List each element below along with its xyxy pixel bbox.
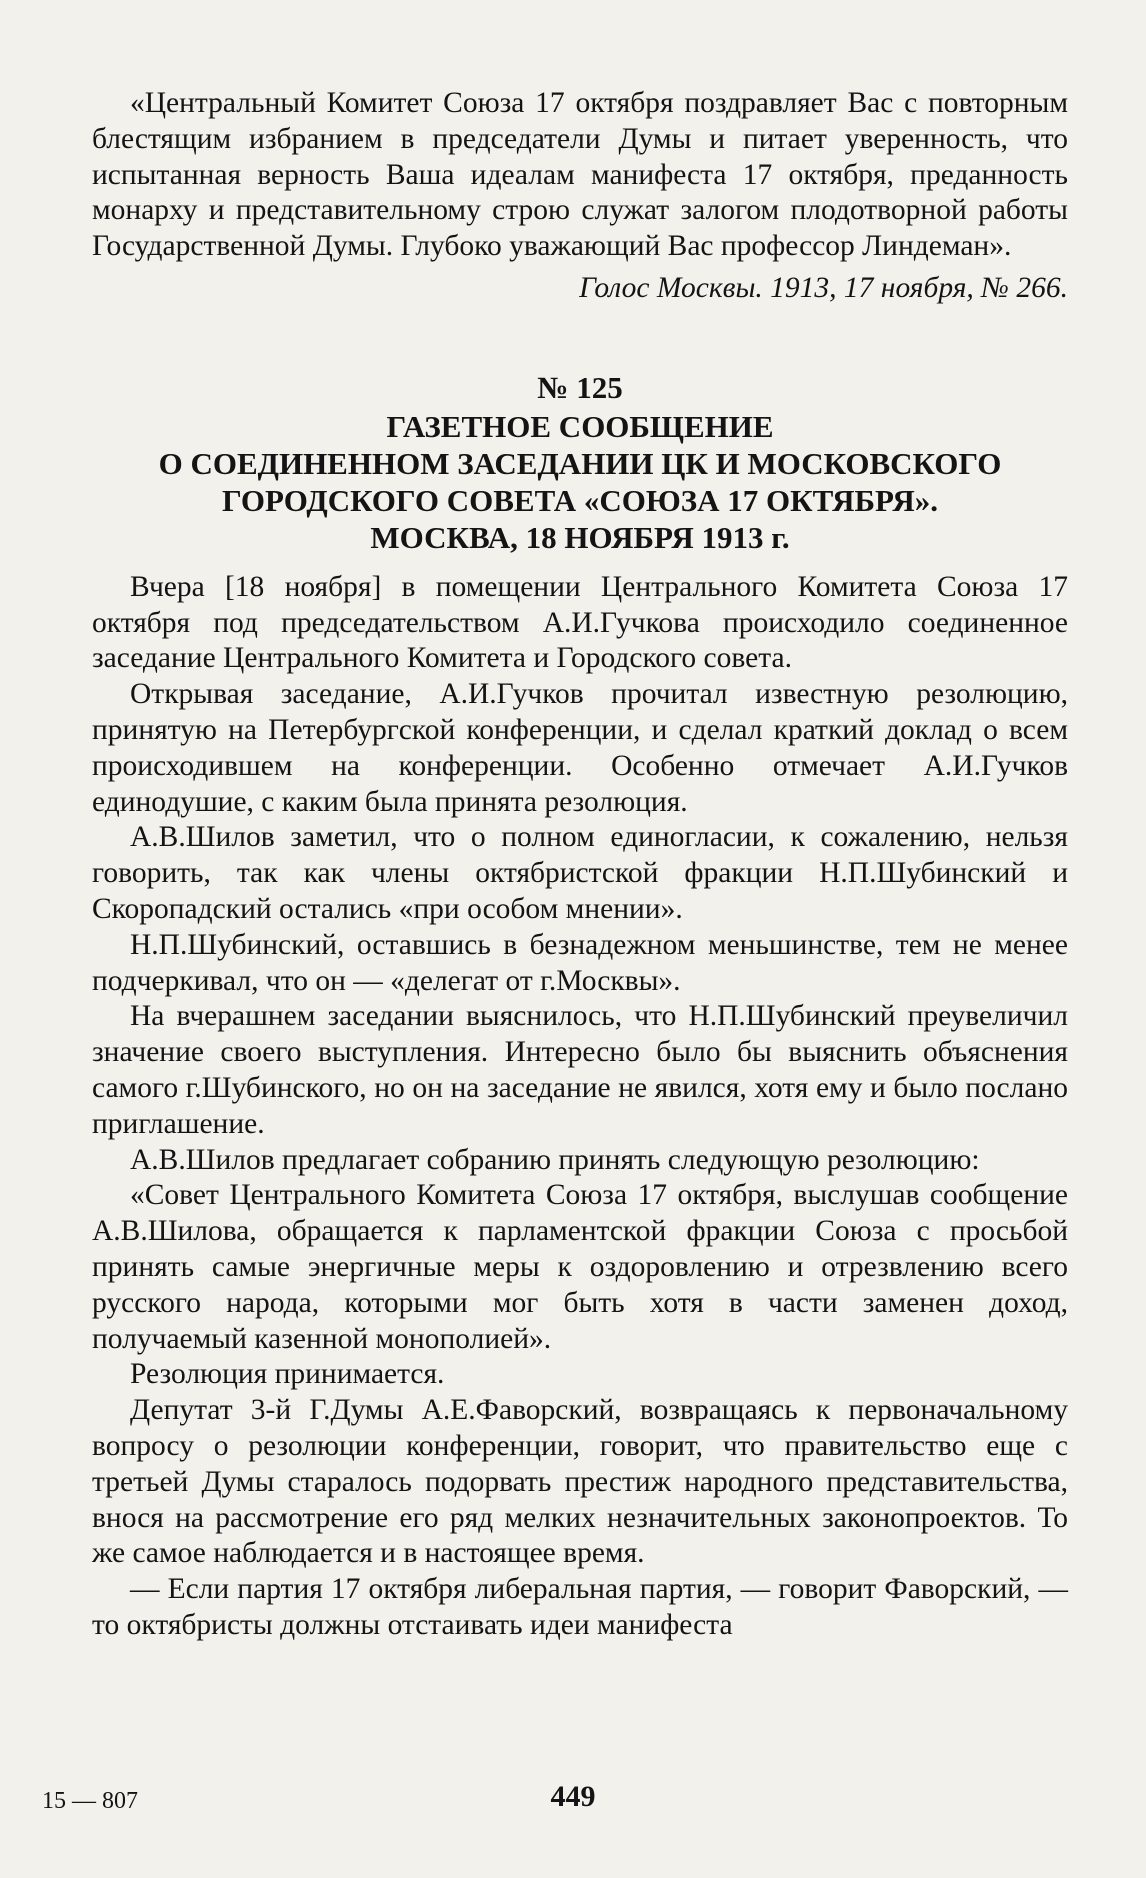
signature-mark: 15 — 807 (42, 1788, 138, 1814)
paragraph: Депутат 3-й Г.Думы А.Е.Фаворский, возвращаясь к первоначальному вопросу о резолюции конференции, говорит, что правительство еще с третьей Думы старалось подорвать престиж народного представительства, внося на рассмотрение его ряд мелких незначительных законопроектов. То же самое наблюдается и в настоящее время. (92, 1394, 1068, 1570)
page-content (92, 86, 1068, 1644)
paragraph: А.В.Шилов заметил, что о полном единогласии, к сожалению, нельзя говорить, так как члены октябристской фракции Н.П.Шубинский и Скоропадский остались «при особом мнении». (92, 821, 1068, 925)
document-number: № 125 (537, 369, 623, 405)
paragraph: — Если партия 17 октября либеральная партия, — говорит Фаворский, — то октябристы должны отстаивать идеи манифеста (92, 1573, 1068, 1641)
paragraph: На вчерашнем заседании выяснилось, что Н.П.Шубинский преувеличил значение своего выступления. Интересно было бы выяснить объяснения самого г.Шубинского, но он на заседание не явился, хотя ему и было послано приглашение. (92, 1000, 1068, 1140)
title-line: ГОРОДСКОГО СОВЕТА «СОЮЗА 17 ОКТЯБРЯ». (221, 482, 938, 518)
page-number: 449 (550, 1780, 596, 1813)
paragraph: «Совет Центрального Комитета Союза 17 октября, выслушав сообщение А.В.Шилова, обращается к парламентской фракции Союза с просьбой принять самые энергичные меры к оздоровлению и отрезвлению всего русского народа, которыми мог быть хотя в части заменен доход, получаемый казенной монополией». (92, 1179, 1068, 1355)
top-quote: «Центральный Комитет Союза 17 октября поздравляет Вас с повторным блестящим избранием в председатели Думы и питает уверенность, что испытанная верность Ваша идеалам манифеста 17 октября, преданность монарху и представительному строю служат залогом плодотворной работы Государственной Думы. Глубоко уважающий Вас профессор Линдеман». (92, 87, 1068, 263)
paragraph: А.В.Шилов предлагает собранию принять следующую резолюцию: (130, 1143, 980, 1176)
paragraph: Резолюция принимается. (130, 1358, 445, 1391)
title-line: МОСКВА, 18 НОЯБРЯ 1913 г. (370, 519, 790, 555)
document-heading (92, 369, 1068, 556)
paragraph: Вчера [18 ноября] в помещении Центрального Комитета Союза 17 октября под председательством А.И.Гучкова происходило соединенное заседание Центрального Комитета и Городского совета. (92, 570, 1068, 675)
source-citation: Голос Москвы. 1913, 17 ноября, № 266. (579, 271, 1068, 304)
title-line: О СОЕДИНЕННОМ ЗАСЕДАНИИ ЦК И МОСКОВСКОГО (158, 445, 1002, 481)
article-body (92, 570, 1068, 1644)
paragraph: Н.П.Шубинский, оставшись в безнадежном меньшинстве, тем не менее подчеркивал, что он — «делегат от г.Москвы». (92, 928, 1068, 997)
title-line: ГАЗЕТНОЕ СООБЩЕНИЕ (386, 408, 774, 444)
paragraph: Открывая заседание, А.И.Гучков прочитал известную резолюцию, принятую на Петербургской конференции, и сделал краткий доклад о всем происходившем на конференции. Особенно отмечает А.И.Гучков единодушие, с каким была принята резолюция. (92, 678, 1068, 818)
